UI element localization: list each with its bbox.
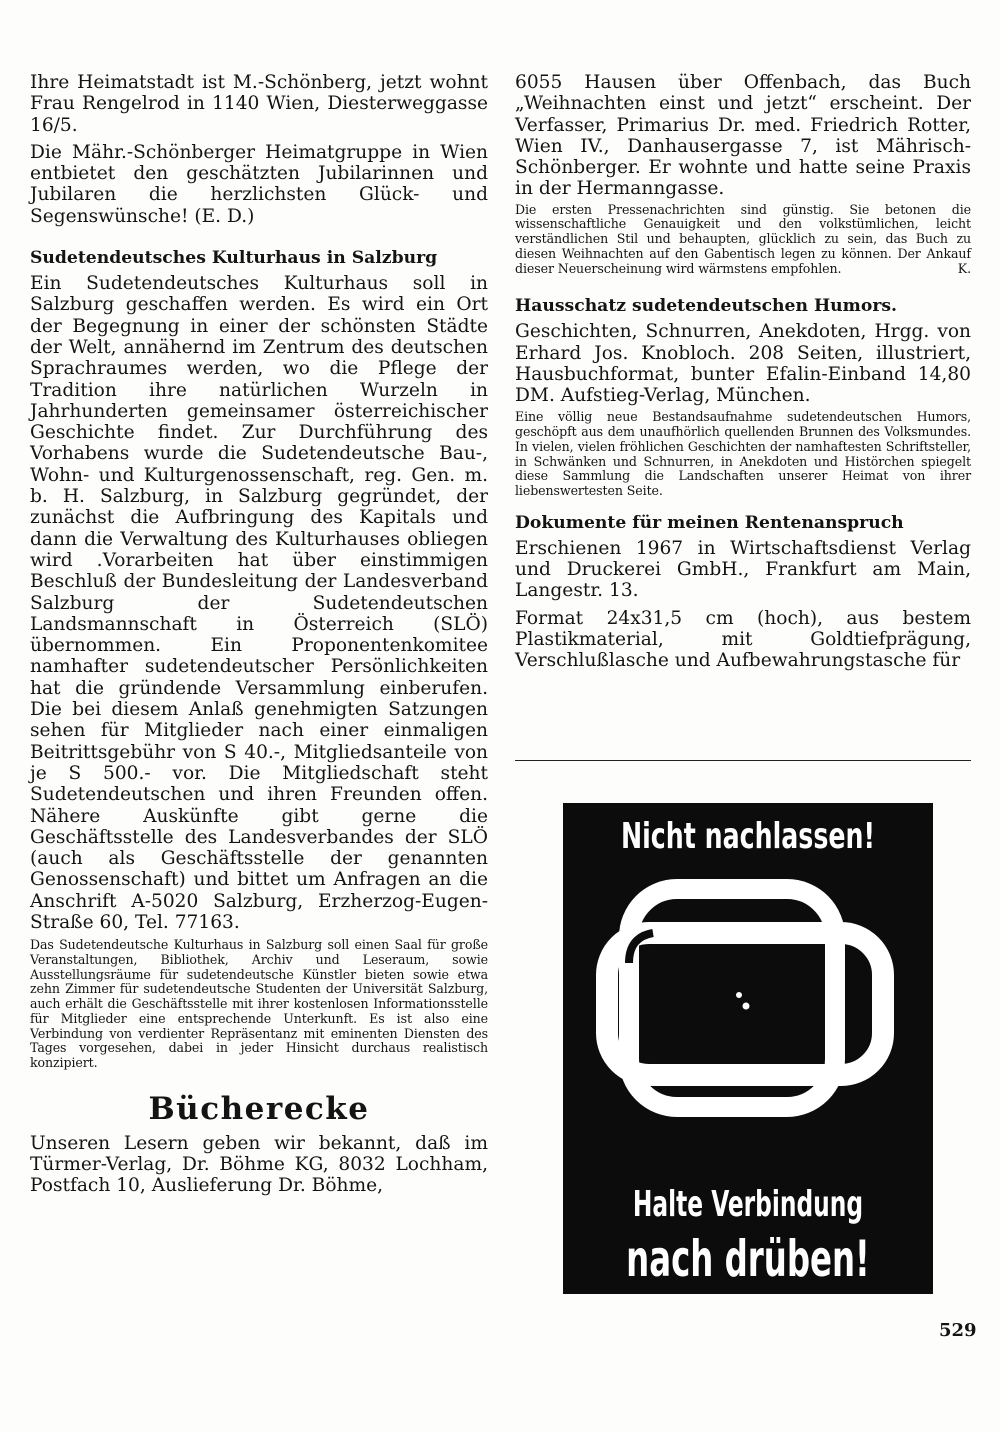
column-divider-rule — [515, 760, 971, 761]
buecherecke-intro: Unseren Lesern geben wir bekannt, daß im Türmer-Verlag, Dr. Böhme KG, 8032 Lochham, Postfach 10, Auslieferung Dr. Böhme, — [30, 1132, 488, 1197]
note-signature: K. — [957, 260, 971, 276]
left-column — [30, 72, 488, 1197]
dokumente-paragraph-2: Format 24x31,5 cm (hoch), aus bestem Plastikmaterial, mit Goldtiefprägung, Verschlußlasche und Aufbewahrungstasche für — [515, 607, 971, 672]
weihnachten-text: 6055 Hausen über Offenbach, das Buch „Weihnachten einst und jetzt“ erscheint. Der Verfasser, Primarius Dr. med. Friedrich Rotter, Wien IV., Danhausergasse 7, ist Mährisch-Schönberger. Er wohnte und hatte seine Praxis in der Hermanngasse. — [515, 72, 971, 200]
kulturhaus-note: Das Sudetendeutsche Kulturhaus in Salzburg soll einen Saal für große Veranstaltungen, Bibliothek, Archiv und Leseraum, sowie Ausstellungsräume für sudetendeutsche Künstler bieten sowie etwa zehn Zimmer für sudetendeutsche Studenten der Universität Salzburg, auch erhält die Geschäftsstelle mit ihrer kostenlosen Informationsstelle für Mitglieder eine entsprechende Unterkunft. Es ist also eine Verbindung von verdienter Repräsentanz mit eminenten Diensten des Tages vorgesehen, dabei in jeder Hinsicht durchaus realistisch konzipiert. — [30, 937, 488, 1070]
ad-subline: Halte Verbindung — [632, 1184, 864, 1225]
kulturhaus-body: Ein Sudetendeutsches Kulturhaus soll in Salzburg geschaffen werden. Es wird ein Ort der Begegnung in einer der schönsten Städte der Welt, annähernd im Zentrum des deutschen Sprachraumes werden, wo die Pflege der Tradition ihre natürlichen Wurzeln in Jahrhunderten gemeinsamer österreichischer Geschichte findet. Zur Durchführung des Vorhabens wurde die Sudetendeutsche Bau-, Wohn- und Kulturgenossenschaft, reg. Gen. m. b. H. Salzburg, in Salzburg gegründet, der zunächst die Aufbringung des Kapitals und dann die Verwaltung des Kulturhauses obliegen wird .Vorarbeiten hat über einstimmigen Beschluß der Bundesleitung der Landesverband Salzburg der Sudetendeutschen Landsmannschaft in Österreich (SLÖ) übernommen. Ein Proponentenkomitee namhafter sudetendeutscher Persönlichkeiten hat die gründende Versammlung einberufen. Die bei diesem Anlaß genehmigten Satzungen sehen für Mitglieder nach einer einmaligen Beitrittsgebühr von S 40.-, Mitgliedsanteile von je S 500.- vor. Die Mitgliedschaft steht Sudetendeutschen und ihren Freunden offen. Nähere Auskünfte gibt gerne die Geschäftsstelle des Landesverbandes der SLÖ (auch als Geschäftsstelle der genannten Genossenschaft) und bittet um Anfragen an die Anschrift A-5020 Salzburg, Erzherzog-Eugen-Straße 60, Tel. 77163. — [30, 273, 488, 933]
humor-heading: Hausschatz sudetendeutschen Humors. — [515, 296, 898, 317]
intro-paragraph-1: Ihre Heimatstadt ist M.-Schönberg, jetzt wohnt Frau Rengelrod in 1140 Wien, Diesterweggasse 16/5. — [30, 72, 488, 136]
kulturhaus-heading: Sudetendeutsches Kulturhaus in Salzburg — [30, 248, 438, 269]
intro-paragraph-2: Die Mähr.-Schönberger Heimatgruppe in Wien entbietet den geschätzten Jubilarinnen und Jubilaren die herzlichsten Glück- und Segenswünsche! (E. D.) — [30, 141, 488, 227]
right-column — [515, 72, 971, 671]
humor-note: Eine völlig neue Bestandsaufnahme sudetendeutschen Humors, geschöpft aus dem unaufhörlich quellenden Brunnen des Volksmundes. In vielen, vielen fröhlichen Geschichten der namhaftesten Schriftsteller, in Schwänken und Schnurren, in Anekdoten und Histörchen spiegelt diese Sammlung die Landschaften unserer Heimat von ihrer liebenswertesten Seite. — [515, 409, 971, 498]
ad-headline: Nicht nachlassen! — [620, 816, 876, 857]
dokumente-heading: Dokumente für meinen Rentenanspruch — [515, 512, 904, 533]
page-number: 529 — [939, 1320, 977, 1341]
ad-tagline: nach drüben! — [626, 1230, 870, 1288]
dokumente-paragraph-1: Erschienen 1967 in Wirtschaftsdienst Verlag und Druckerei GmbH., Frankfurt am Main, Langestr. 13. — [515, 537, 971, 602]
weihnachten-note — [515, 203, 971, 277]
weihnachten-note-text: Die ersten Pressenachrichten sind günstig. Sie betonen die wissenschaftliche Genauigkeit und den volkstümlichen, leicht verständlichen Stil und behaupten, glücklich zu sein, das Buch zu diesen Weihnachten auf den Gabentisch legen zu können. Der Ankauf dieser Neuerscheinung wird wärmstens empfohlen. — [515, 201, 971, 276]
humor-body: Geschichten, Schnurren, Anekdoten, Hrgg. von Erhard Jos. Knobloch. 208 Seiten, illustriert, Hausbuchformat, bunter Efalin-Einband 14,80 DM. Aufstieg-Verlag, München. — [515, 321, 971, 407]
advertisement-box — [563, 803, 933, 1294]
buecherecke-heading: Bücherecke — [148, 1090, 370, 1127]
